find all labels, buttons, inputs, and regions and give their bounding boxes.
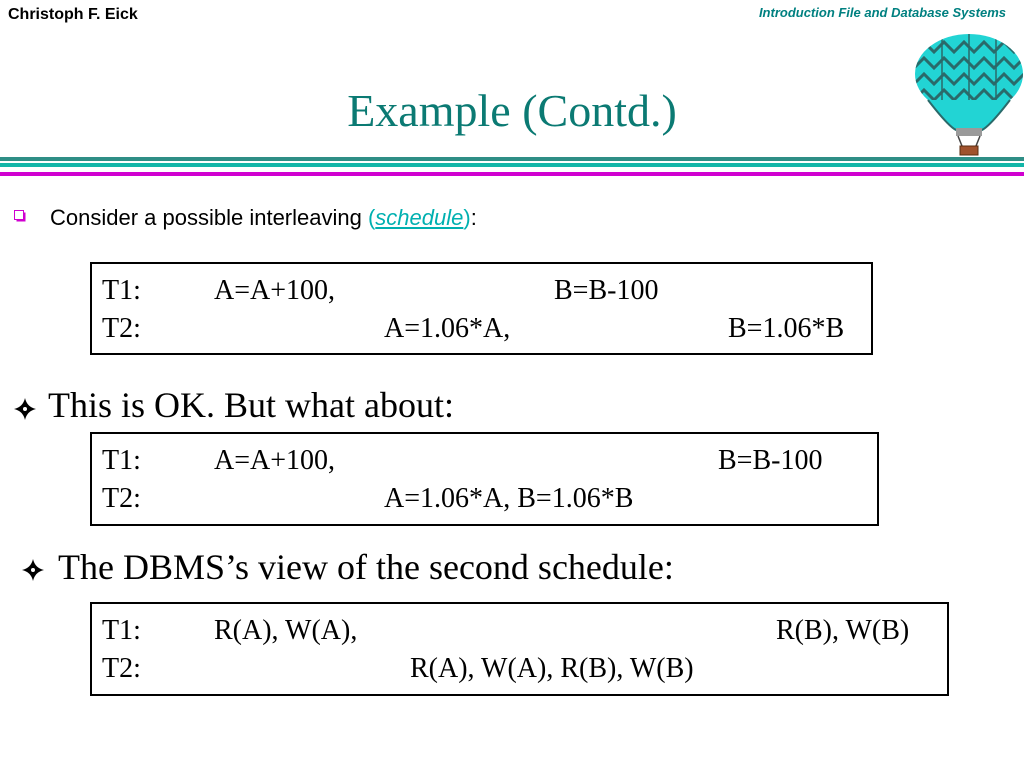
paren-open: ( xyxy=(367,205,376,230)
bullet-this-is-ok: This is OK. But what about: xyxy=(48,385,454,425)
t1-label: T1: xyxy=(102,615,141,646)
schedule-box-1 xyxy=(90,262,873,355)
t2-label: T2: xyxy=(102,483,141,514)
t2-op-b: B=1.06*B xyxy=(728,313,845,344)
t2-op-ab: R(A), W(A), R(B), W(B) xyxy=(410,653,694,684)
t2-label: T2: xyxy=(102,313,141,344)
author-name: Christoph F. Eick xyxy=(8,6,138,23)
paren-close: ) xyxy=(463,205,471,230)
bullet-consider-interleaving xyxy=(50,205,477,231)
t2-op-ab: A=1.06*A, B=1.06*B xyxy=(384,483,634,514)
t1-op-b: B=B-100 xyxy=(554,275,659,306)
schedule-term-link[interactable]: schedule xyxy=(375,205,464,230)
t2-op-a: A=1.06*A, xyxy=(384,313,511,344)
schedule-box-2 xyxy=(90,432,879,526)
schedule-box-3 xyxy=(90,602,949,696)
t1-op-b: R(B), W(B) xyxy=(776,615,910,646)
t1-op-a: A=A+100, xyxy=(214,275,336,306)
course-title: Introduction File and Database Systems xyxy=(758,5,1006,20)
diamond-bullet-icon xyxy=(14,398,36,420)
t1-op-a: R(A), W(A), xyxy=(214,615,358,646)
t2-label: T2: xyxy=(102,653,141,684)
header-rule-magenta xyxy=(0,172,1024,176)
diamond-bullet-icon xyxy=(22,559,44,581)
bullet-text: Consider a possible interleaving xyxy=(50,205,368,230)
slide-title: Example (Contd.) xyxy=(347,85,677,136)
bullet-dbms-view: The DBMS’s view of the second schedule: xyxy=(58,547,674,587)
t1-label: T1: xyxy=(102,275,141,306)
square-bullet-icon xyxy=(14,210,26,222)
header-rule-teal xyxy=(0,163,1024,167)
header-rule-dark-teal xyxy=(0,157,1024,161)
bullet-colon: : xyxy=(470,205,477,230)
t1-op-a: A=A+100, xyxy=(214,445,336,476)
t1-op-b: B=B-100 xyxy=(718,445,823,476)
t1-label: T1: xyxy=(102,445,141,476)
